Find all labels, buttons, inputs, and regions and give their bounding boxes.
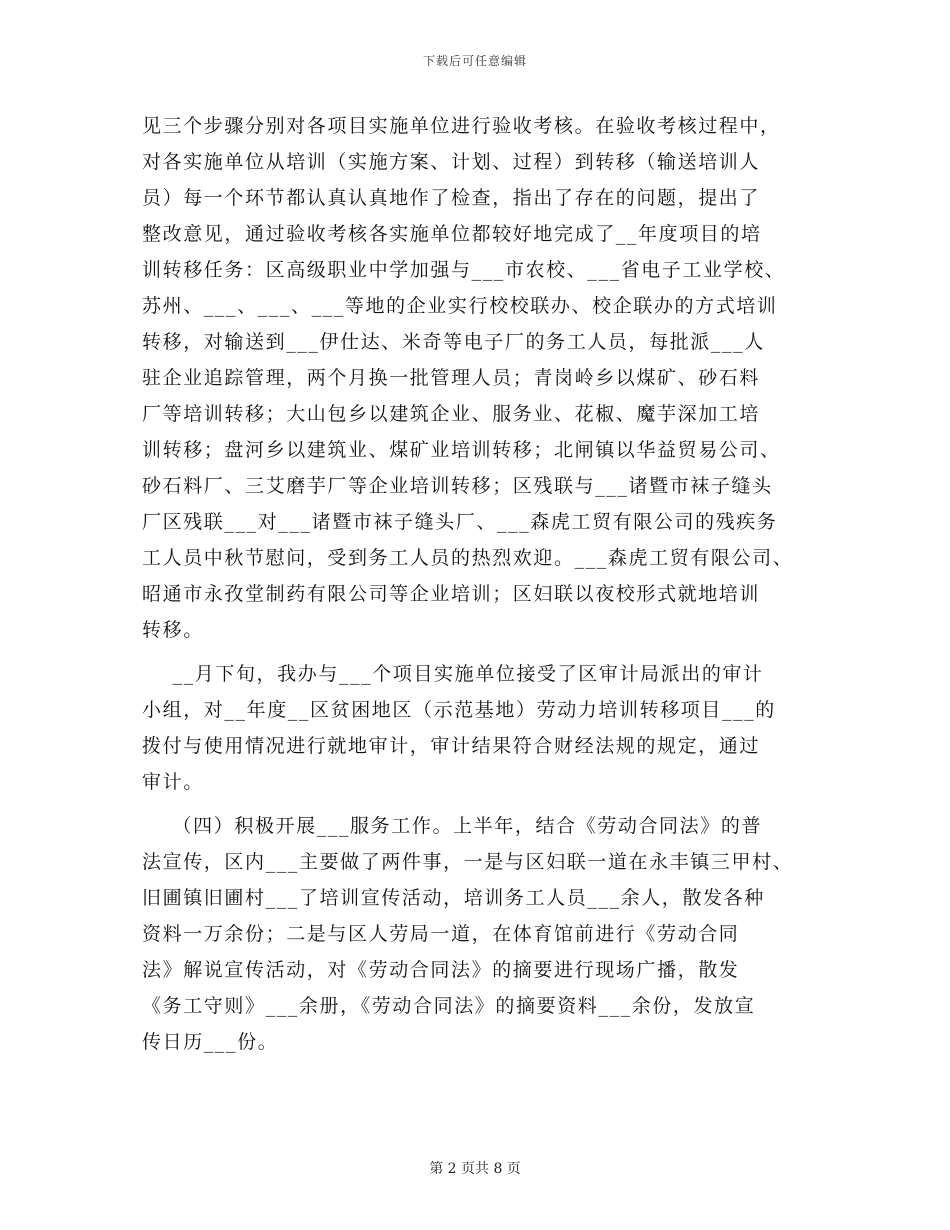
text-line: 苏州、___、___、___等地的企业实行校校联办、校企联办的方式培训	[142, 295, 778, 317]
text-line: 法》解说宣传活动，对《劳动合同法》的摘要进行现场广播，散发	[142, 959, 740, 981]
text-line: 驻企业追踪管理，两个月换一批管理人员；青岗岭乡以煤矿、砂石料	[142, 367, 761, 389]
text-line: 小组，对__年度__区贫困地区（示范基地）劳动力培训转移项目___的	[142, 699, 776, 721]
text-line: 见三个步骤分别对各项目实施单位进行验收考核。在验收考核过程中，	[142, 115, 781, 137]
paragraph	[142, 656, 822, 800]
text-line: 训转移任务：区高级职业中学加强与___市农校、___省电子工业学校、	[142, 259, 786, 281]
text-line: 对各实施单位从培训（实施方案、计划、过程）到转移（输送培训人	[142, 151, 761, 173]
text-line: 拨付与使用情况进行就地审计，审计结果符合财经法规的规定，通过	[142, 735, 761, 757]
text-line: 厂区残联___对___诸暨市袜子缝头厂、___森虎工贸有限公司的残疾务	[142, 511, 778, 533]
text-line: 工人员中秋节慰问，受到务工人员的热烈欢迎。___森虎工贸有限公司、	[142, 547, 794, 569]
paragraph	[142, 808, 822, 1060]
paragraph	[142, 108, 822, 648]
text-line: 《务工守则》___余册，《劳动合同法》的摘要资料___余份，发放宣	[142, 995, 756, 1017]
text-line: 传日历___份。	[142, 1031, 279, 1053]
page-number-footer: 第 2 页共 8 页	[429, 1161, 521, 1177]
text-line: 训转移；盘河乡以建筑业、煤矿业培训转移；北闸镇以华益贸易公司、	[142, 439, 781, 461]
text-line: 转移。	[142, 619, 204, 641]
text-line: 整改意见，通过验收考核各实施单位都较好地完成了__年度项目的培	[142, 223, 762, 245]
document-body	[142, 108, 822, 1060]
text-line: 昭通市永孜堂制药有限公司等企业培训；区妇联以夜校形式就地培训	[142, 583, 761, 605]
text-line: （四）积极开展___服务工作。上半年，结合《劳动合同法》的普	[142, 815, 763, 837]
text-line: 资料一万余份；二是与区人劳局一道，在体育馆前进行《劳动合同	[142, 923, 740, 945]
text-line: 砂石料厂、三艾磨芋厂等企业培训转移；区残联与___诸暨市袜子缝头	[142, 475, 773, 497]
text-line: 审计。	[142, 771, 204, 793]
text-line: 员）每一个环节都认真认真地作了检查，指出了存在的问题，提出了	[142, 187, 761, 209]
text-line: 转移，对输送到___伊仕达、米奇等电子厂的务工人员，每批派___人	[142, 331, 765, 353]
text-line: 旧圃镇旧圃村___了培训宣传活动，培训务工人员___余人，散发各种	[142, 887, 765, 909]
text-line: __月下旬，我办与___个项目实施单位接受了区审计局派出的审计	[142, 663, 764, 685]
page-header: 下载后可任意编辑	[422, 54, 527, 68]
text-line: 厂等培训转移；大山包乡以建筑企业、服务业、花椒、魔芋深加工培	[142, 403, 761, 425]
text-line: 法宣传，区内___主要做了两件事，一是与区妇联一道在永丰镇三甲村、	[142, 851, 794, 873]
